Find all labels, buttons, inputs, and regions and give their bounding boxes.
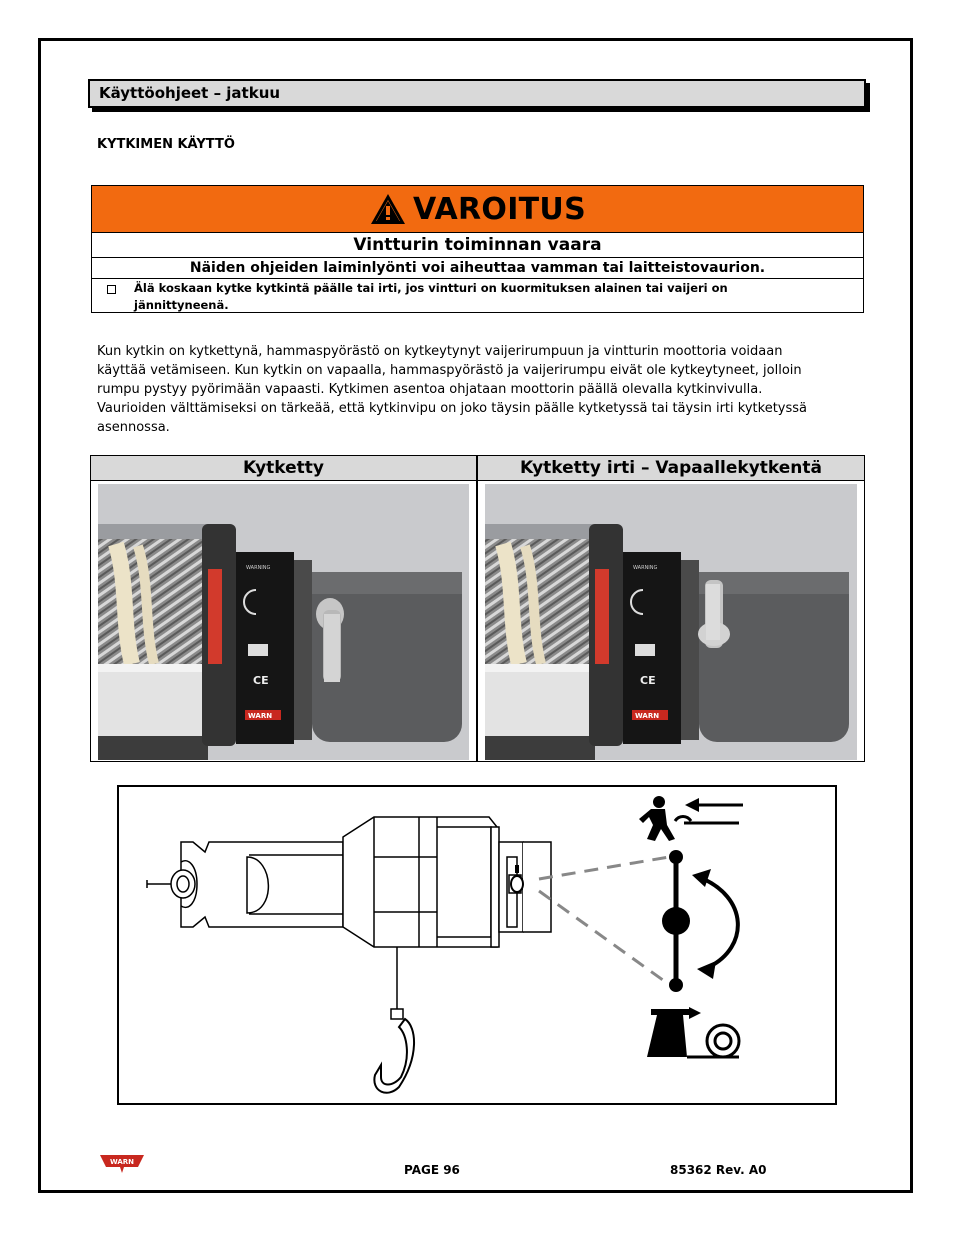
- warning-hazard: Vintturin toiminnan vaara: [92, 233, 863, 258]
- svg-text:CE: CE: [253, 674, 269, 687]
- clutch-diagram: [117, 785, 837, 1105]
- page-title: KYTKIMEN KÄYTTÖ: [97, 137, 235, 152]
- body-line: käyttää vetämiseen. Kun kytkin on vapaalla, hammaspyörästö ja vaijerirumpu eivät ole kytkeytyneet, jolloin: [97, 363, 802, 378]
- section-header: Käyttöohjeet – jatkuu: [88, 79, 866, 108]
- svg-text:WARNING: WARNING: [246, 565, 271, 571]
- engaged-label: Kytketty: [91, 456, 476, 481]
- body-line: Vaurioiden välttämiseksi on tärkeää, että kytkinvipu on joko täysin päälle kytketyssä tai täysin irti kytketyssä: [97, 401, 807, 416]
- winch-photo-engaged: [98, 484, 469, 760]
- warning-instruction: [92, 279, 863, 314]
- disengaged-label: Kytketty irti – Vapaallekytkentä: [478, 456, 864, 481]
- svg-text:WARNING: WARNING: [633, 565, 658, 571]
- disengaged-photo-cell: [478, 456, 864, 761]
- warning-instruction-line: jännittyneenä.: [134, 298, 229, 312]
- svg-text:WARN: WARN: [109, 1158, 135, 1166]
- warning-signal-word: VAROITUS: [413, 191, 586, 227]
- svg-text:WARN: WARN: [248, 712, 273, 720]
- page-number: PAGE 96: [404, 1163, 460, 1177]
- warning-header: [92, 186, 863, 233]
- body-paragraph: [97, 342, 857, 437]
- disengaged-photo: [485, 484, 857, 760]
- warning-consequence: Näiden ohjeiden laiminlyönti voi aiheuttaa vamman tai laitteistovaurion.: [92, 258, 863, 279]
- svg-text:WARN: WARN: [635, 712, 660, 720]
- person-warning-icon: [639, 796, 743, 841]
- svg-text:CE: CE: [640, 674, 656, 687]
- warning-instruction-line: Älä koskaan kytke kytkintä päälle tai irti, jos vintturi on kuormituksen alainen tai vaijeri on: [134, 281, 728, 295]
- engaged-photo-cell: [91, 456, 478, 761]
- warn-logo: [98, 1153, 146, 1175]
- lever-symbol-icon: [662, 850, 738, 992]
- freespool-symbol-icon: [647, 1007, 739, 1057]
- winch-photo-disengaged: [485, 484, 857, 760]
- document-revision: 85362 Rev. A0: [670, 1163, 767, 1177]
- engaged-photo: [98, 484, 469, 760]
- body-line: rumpu pystyy pyörimään vapaasti. Kytkimen asentoa ohjataan moottorin päällä olevalla kytkinvivulla.: [97, 382, 763, 397]
- body-line: asennossa.: [97, 420, 170, 435]
- winch-clutch-diagram: [119, 787, 835, 1103]
- body-line: Kun kytkin on kytkettynä, hammaspyörästö on kytkeytynyt vaijerirumpuun ja vintturin moottoria voidaan: [97, 344, 783, 359]
- warning-box: [91, 185, 864, 313]
- clutch-photo-table: [90, 455, 865, 762]
- warning-triangle-icon: [369, 192, 407, 226]
- checkbox-bullet-icon: [107, 285, 116, 294]
